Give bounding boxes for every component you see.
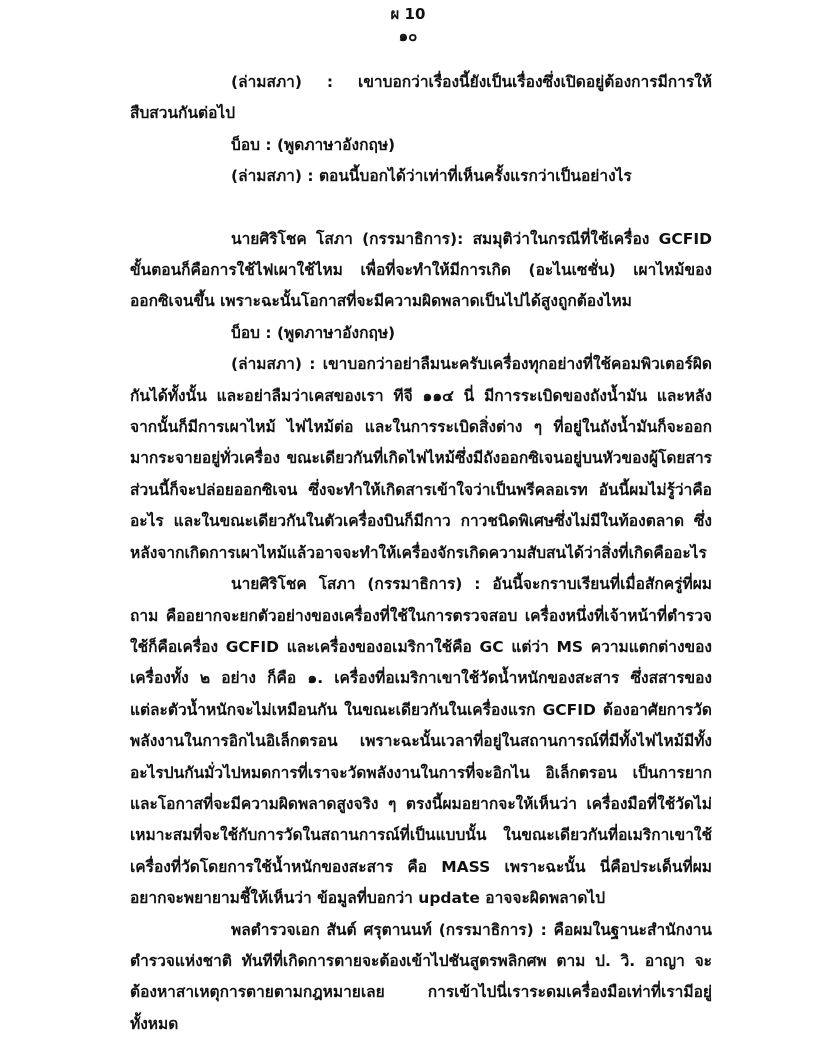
paragraph-bob-2: บ็อบ : (พูดภาษาอังกฤษ) xyxy=(231,323,396,342)
paragraph-sirichok-1: นายศิริโชค โสภา (กรรมาธิการ): สมมุติว่าในกรณีที่ใช้เครื่อง GCFID ขั้นตอนก็คือการใช้ไฟเผาใช้ไหม เพื่อที่จะทำให้มีการเกิด (อะไนเซชั่น) เผาไหม้ของออกซิเจนขึ้น เพราะฉะนั้นโอกาสที่จะมีความผิดพลาดเป็นไปได้สูงถูกต้องไหม xyxy=(130,229,712,311)
paragraph-interpreter-2: (ล่ามสภา) : ตอนนี้บอกได้ว่าเท่าที่เห็นครั้งแรกว่าเป็นอย่างไร xyxy=(231,167,632,186)
transcript-body xyxy=(130,67,712,1040)
paragraph-sant-1: พลตำรวจเอก สันต์ ศรุตานนท์ (กรรมาธิการ) : คือผมในฐานะสำนักงานตำรวจแห่งชาติ ทันทีที่เกิดการตายจะต้องเข้าไปชันสูตรพลิกศพ ตาม ป. วิ. อาญา จะต้องหาสาเหตุการตายตามกฎหมายเลย การเข้าไปนี่เราระดมเครื่องมือเท่าที่เรามีอยู่ทั้งหมด xyxy=(130,920,712,1033)
paragraph-sirichok-2: นายศิริโชค โสภา (กรรมาธิการ) : อันนี้จะกราบเรียนที่เมื่อสักครู่ที่ผมถาม คืออยากจะยกตัวอย่างของเครื่องที่ใช้ในการตรวจสอบ เครื่องหนึ่งที่เจ้าหน้าที่ตำรวจใช้ก็คือเครื่อง GCFID และเครื่องของอเมริกาใช้คือ GC แต่ว่า MS ความแตกต่างของเครื่องทั้ง ๒ อย่าง ก็คือ ๑. เครื่องที่อเมริกาเขาใช้วัดน้ำหนักของสะสาร ซึ่งสสารของแต่ละตัวน้ำหนักจะไม่เหมือนกัน ในขณะเดียวกันในเครื่องแรก GCFID ต้องอาศัยการวัดพลังงานในการอิกไนอิเล็กตรอน เพราะฉะนั้นเวลาที่อยู่ในสถานการณ์ที่มีทั้งไฟไหม้มีทั้งอะไรปนกันมั่วไปหมดการที่เราจะวัดพลังงานในการที่จะอิกไน อิเล็กตรอน เป็นการยากและโอกาสที่จะมีความผิดพลาดสูงจริง ๆ ตรงนี้ผมอยากจะให้เห็นว่า เครื่องมือที่ใช้วัดไม่เหมาะสมที่จะใช้กับการวัดในสถานการณ์ที่เป็นแบบนั้น ในขณะเดียวกันที่อเมริกาเขาใช้เครื่องที่วัดโดยการใช้น้ำหนักของสะสาร คือ MASS เพราะฉะนั้น นี่คือประเด็นที่ผมอยากจะพยายามชี้ให้เห็นว่า ข้อมูลที่บอกว่า update อาจจะผิดพลาดไป xyxy=(130,575,712,908)
paragraph-bob-1: บ็อบ : (พูดภาษาอังกฤษ) xyxy=(231,135,396,154)
page-label: ผ 10 xyxy=(390,5,426,23)
paragraph-interpreter-3: (ล่ามสภา) : เขาบอกว่าอย่าลืมนะครับเครื่องทุกอย่างที่ใช้คอมพิวเตอร์ผิดกันได้ทั้งนั้น และอย่าลืมว่าเคสของเรา ทีจี ๑๑๔ นี่ มีการระเบิดของถังน้ำมัน และหลังจากนั้นก็มีการเผาไหม้ ไฟไหม้ต่อ และในการระเบิดสิ่งต่าง ๆ ที่อยู่ในถังน้ำมันก็จะออกมากระจายอยู่ทั่วเครื่อง ขณะเดียวกันที่เกิดไฟไหม้ซึ่งมีถังออกซิเจนอยู่บนหัวของผู้โดยสาร ส่วนนี้ก็จะปล่อยออกซิเจน ซึ่งจะทำให้เกิดสารเข้าใจว่าเป็นพรีคลอเรท อันนี้ผมไม่รู้ว่าคืออะไร และในขณะเดียวกันในตัวเครื่องบินก็มีกาว กาวชนิดพิเศษซึ่งไม่มีในท้องตลาด ซึ่งหลังจากเกิดการเผาไหม้แล้วอาจจะทำให้เครื่องจักรเกิดความสับสนได้ว่าสิ่งที่เกิดคืออะไร xyxy=(130,355,712,562)
paragraph-gap xyxy=(130,193,712,224)
page-number: ๑๐ xyxy=(398,27,418,45)
paragraph-interpreter-1: (ล่ามสภา) : เขาบอกว่าเรื่องนี้ยังเป็นเรื่องซึ่งเปิดอยู่ต้องการมีการให้สืบสวนกันต่อไป xyxy=(130,73,712,123)
